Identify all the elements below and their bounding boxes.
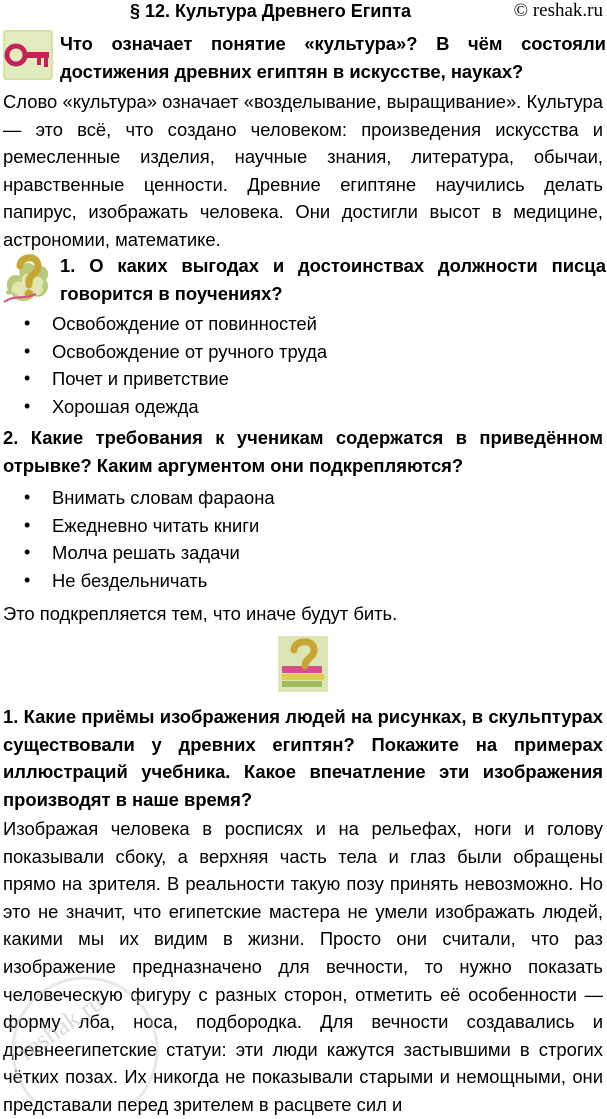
list-item: • Освобождение от ручного труда: [0, 338, 600, 366]
question-splash-icon: [2, 250, 52, 306]
section1-q2-answer: Это подкрепляется тем, что иначе будут бить.: [3, 603, 398, 624]
section2-question-1: 1. Какие приёмы изображения людей на рисунках, в скульптурах существовали у древних египтян? Покажите на примерах иллюстраций учебника. Какое впечатление эти изображения производят в наше время?: [3, 706, 603, 810]
section1-question-2: 2. Какие требования к ученикам содержатся в приведённом отрывке? Каким аргументом они подкрепляются?: [3, 427, 603, 476]
section1-q2-list: [0, 484, 600, 594]
list-item: • Внимать словам фараона: [0, 484, 600, 512]
list-item: • Молча решать задачи: [0, 539, 600, 567]
intro-question: Что означает понятие «культура»? В чём состояли достижения древних египтян в искусстве, науках?: [60, 33, 606, 82]
list-item: • Освобождение от повинностей: [0, 310, 600, 338]
section1-question-1: 1. О каких выгодах и достоинствах должности писца говорится в поучениях?: [60, 255, 606, 304]
intro-answer: Слово «культура» означает «возделывание, выращивание». Культура — это всё, что создано человеком: произведения искусства и ремесленные изделия, научные знания, литература, обычаи, нравственные ценности. Древние египтяне научились делать папирус, изображать человека. Они достигли высот в медицине, астрономии, математике.: [3, 91, 603, 250]
key-icon: [3, 30, 53, 80]
site-credit: © reshak.ru: [513, 0, 603, 21]
page-header: [0, 0, 607, 24]
section1-q1-list: [0, 310, 600, 420]
list-item: • Хорошая одежда: [0, 393, 600, 421]
watermark-text: reshak.ru: [12, 987, 109, 1067]
section2-answer: Изображая человека в росписях и на рельефах, ноги и голову показывали сбоку, а верхняя часть тела и глаз были обращены прямо на зрителя. В реальности такую позу принять невозможно. Но это не значит, что египетские мастера не умели изображать людей, какими мы их видим в жизни. Просто они считали, что раз изображение предназначено для вечности, то нужно показать человеческую фигуру с разных сторон, отметить её особенности — форму лба, носа, подбородка. Для вечности создавались и древнеегипетские статуи: эти люди кажутся застывшими в строгих чётких позах. Их никогда не показывали старыми и немощными, они представали перед зрителем в расцвете сил и: [3, 818, 603, 1115]
list-item: • Почет и приветствие: [0, 365, 600, 393]
list-item: • Ежедневно читать книги: [0, 512, 600, 540]
list-item: • Не бездельничать: [0, 567, 600, 595]
question-book-icon: [278, 636, 328, 692]
page-title: § 12. Культура Древнего Египта: [130, 1, 412, 21]
